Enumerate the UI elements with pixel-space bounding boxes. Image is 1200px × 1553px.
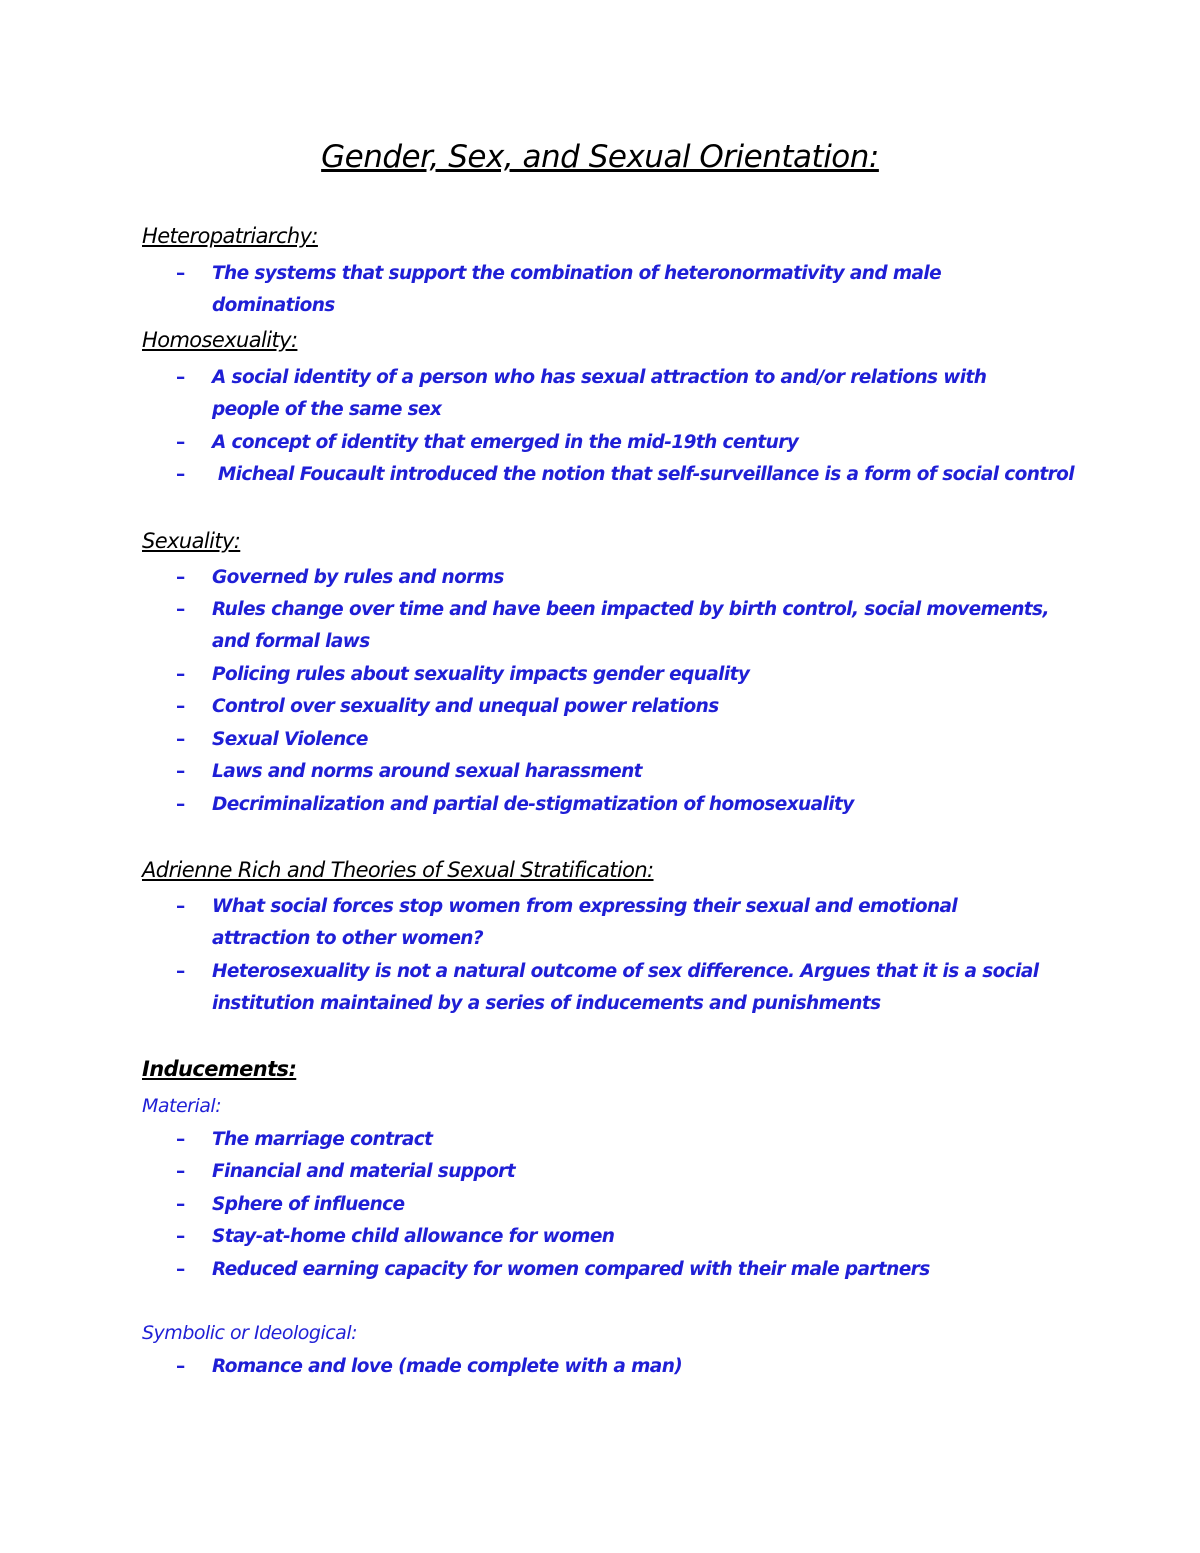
- list-item: [176, 659, 1056, 691]
- list-item-text: Stay-at-home child allowance for women: [212, 1226, 615, 1247]
- bullet-dash: –: [176, 1356, 185, 1377]
- list-item: [176, 691, 1056, 723]
- bullet-dash: –: [176, 263, 185, 284]
- list-item-text: The systems that support the combination of heteronormativity and male dominations: [212, 263, 942, 316]
- bullet-dash: –: [176, 1226, 185, 1247]
- list-item-text: Rules change over time and have been impacted by birth control, social movements, and formal laws: [212, 599, 1049, 652]
- list-item-text: Decriminalization and partial de-stigmatization of homosexuality: [212, 794, 854, 815]
- list-item: [176, 1156, 1056, 1188]
- section-heading-adrienne-rich: Adrienne Rich and Theories of Sexual Stratification:: [142, 858, 654, 882]
- list-item-text: Financial and material support: [212, 1161, 515, 1182]
- list-item: [176, 1221, 1056, 1253]
- subheading-symbolic: Symbolic or Ideological:: [142, 1322, 358, 1344]
- bullet-dash: –: [176, 696, 185, 717]
- list-item: [176, 724, 1056, 756]
- list-item-text: What social forces stop women from expressing their sexual and emotional attraction to other women?: [212, 896, 958, 949]
- list-item: [176, 594, 1056, 658]
- list-item-text: Control over sexuality and unequal power relations: [212, 696, 719, 717]
- list-item: [176, 362, 1056, 426]
- list-item: [176, 756, 1056, 788]
- list-item-text: A concept of identity that emerged in the mid-19th century: [212, 432, 799, 453]
- bullet-dash: –: [176, 464, 185, 485]
- list-item-text: Heterosexuality is not a natural outcome of sex difference. Argues that it is a social institution maintained by a series of inducements and punishments: [212, 961, 1039, 1014]
- list-item: [176, 1351, 1056, 1383]
- list-item-text: Reduced earning capacity for women compared with their male partners: [212, 1259, 930, 1280]
- bullet-dash: –: [176, 599, 185, 620]
- list-item-text: Micheal Foucault introduced the notion that self-surveillance is a form of social control: [212, 464, 1074, 485]
- bullet-dash: –: [176, 729, 185, 750]
- bullet-dash: –: [176, 367, 185, 388]
- bullet-dash: –: [176, 664, 185, 685]
- list-item-text: Romance and love (made complete with a man): [212, 1356, 683, 1377]
- bullet-dash: –: [176, 1129, 185, 1150]
- section-heading-sexuality: Sexuality:: [142, 529, 241, 553]
- list-item: [176, 789, 1056, 821]
- bullet-dash: –: [176, 567, 185, 588]
- bullet-dash: –: [176, 1194, 185, 1215]
- list-item: [176, 1124, 1056, 1156]
- section-heading-inducements: Inducements:: [142, 1057, 297, 1081]
- section-heading-homosexuality: Homosexuality:: [142, 328, 298, 352]
- list-item-text: Governed by rules and norms: [212, 567, 504, 588]
- list-item: [176, 1189, 1056, 1221]
- list-item: [176, 891, 1056, 955]
- list-item-text: Policing rules about sexuality impacts gender equality: [212, 664, 750, 685]
- bullet-dash: –: [176, 794, 185, 815]
- section-heading-heteropatriarchy: Heteropatriarchy:: [142, 224, 318, 248]
- list-item: [176, 459, 1074, 491]
- bullet-dash: –: [176, 761, 185, 782]
- bullet-dash: –: [176, 896, 185, 917]
- list-item-text: The marriage contract: [212, 1129, 433, 1150]
- list-item: [176, 1254, 1056, 1286]
- bullet-dash: –: [176, 1161, 185, 1182]
- page-title: Gender, Sex, and Sexual Orientation:: [321, 139, 879, 175]
- list-item-text: Sexual Violence: [212, 729, 368, 750]
- list-item: [176, 258, 1056, 322]
- list-item: [176, 427, 1056, 459]
- bullet-dash: –: [176, 1259, 185, 1280]
- bullet-dash: –: [176, 961, 185, 982]
- bullet-dash: –: [176, 432, 185, 453]
- list-item-text: Sphere of influence: [212, 1194, 405, 1215]
- list-item: [176, 562, 1056, 594]
- list-item-text: Laws and norms around sexual harassment: [212, 761, 642, 782]
- list-item-text: A social identity of a person who has sexual attraction to and/or relations with people of the same sex: [212, 367, 987, 420]
- subheading-material: Material:: [142, 1095, 222, 1117]
- list-item: [176, 956, 1056, 1020]
